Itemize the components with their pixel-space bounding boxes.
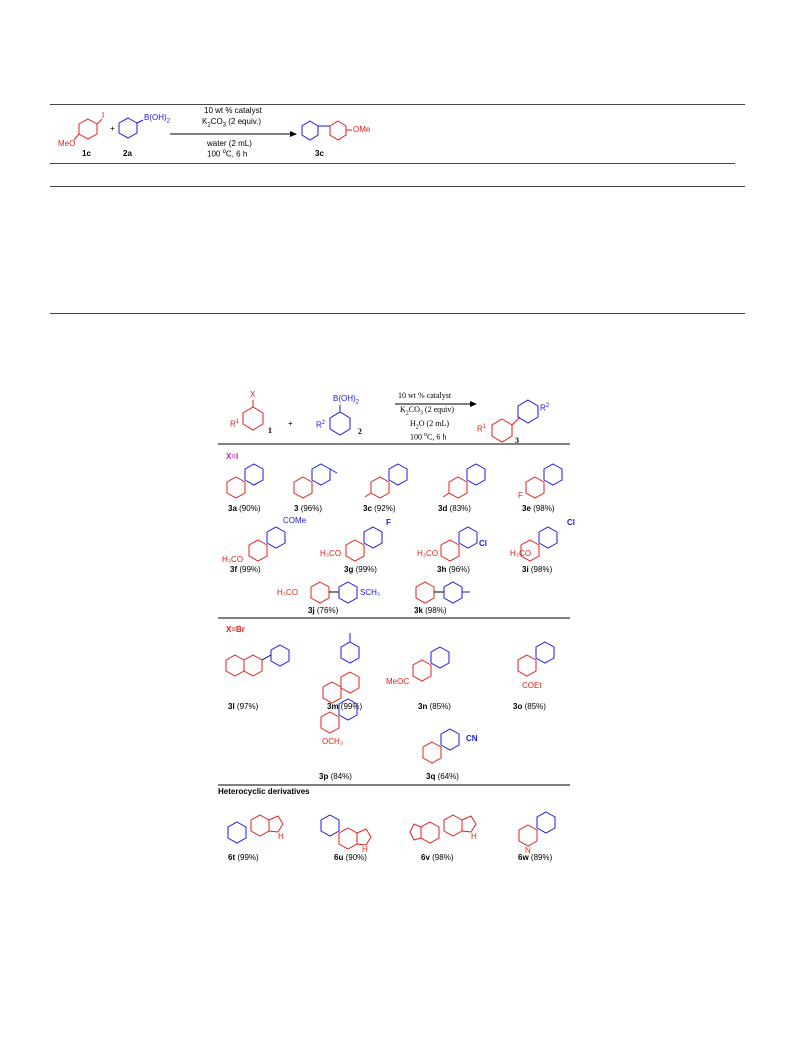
label-3j-h3co: H₃CO [277,588,299,597]
product-3o: 3o (85%) [513,702,546,711]
section-heterocyclic: Heterocyclic derivatives [218,787,310,796]
scheme2-sm2-group: $B(OH)_2$ [333,394,360,406]
product-3c: 3c (92%) [363,504,396,513]
scheme1-reagent2-group: $B(OH)_2$ [144,113,171,125]
scheme1-reagent1-halogen: I [102,111,105,120]
product-3m: 3m (99%) [327,702,363,711]
product-6w: 6w (89%) [518,853,553,862]
section-iodide: X=I [226,452,239,461]
scheme1-condition-1: 10 wt % catalyst [204,106,262,115]
scheme2-sm2-label: 2 [358,427,362,436]
product-3g: 3g (99%) [344,565,377,574]
scheme2-product-r2: $R^2$ [540,403,550,413]
scheme1-plus: + [110,124,115,133]
product-3j: 3j (76%) [308,606,339,615]
scheme2-sm1-label: 1 [268,426,272,435]
scheme1-product-group: OMe [353,125,371,134]
label-6u-nh: H [362,845,368,854]
label-6w-n: N [525,846,531,855]
scheme2-condition-2: $K_2CO_3$ (2 equiv) [400,405,455,417]
product-6t: 6t (99%) [228,853,259,862]
product-3l: 3l (97%) [228,702,259,711]
scheme1-reagent1-group: MeO [58,139,76,148]
product-3i: 3i (98%) [522,565,553,574]
section-bromide: X=Br [226,625,245,634]
product-3e: 3e (98%) [522,504,555,513]
label-3h-h3co: H₃CO [417,549,439,558]
scheme2-product-label: 3 [515,436,519,445]
product-3d: 3d (83%) [438,504,471,513]
label-3p-och3: OCH₃ [322,737,344,746]
scheme1-condition-4: 100 $^o$C, 6 h [207,149,248,159]
product-3a: 3a (90%) [228,504,261,513]
product-3n: 3n (85%) [418,702,451,711]
label-3i-h3co: H₃CO [510,549,532,558]
label-3o-coet: COEt [522,681,542,690]
label-3h-cl: Cl [479,539,487,548]
scheme2-condition-1: 10 wt % catalyst [398,391,452,400]
label-3e-f: F [518,491,523,500]
label-3f-come: COMe [283,516,307,525]
label-3g-f: F [386,518,391,527]
label-3q-cn: CN [466,734,478,743]
scheme1-reagent1-label: 1c [82,149,91,158]
label-3n-meoc: MeOC [386,677,410,686]
product-3h: 3h (96%) [437,565,470,574]
product-3k: 3k (98%) [414,606,447,615]
product-3p: 3p (84%) [319,772,352,781]
label-3f-h3co: H₃CO [222,555,244,564]
label-6t-nh: H [278,832,284,841]
product-3: 3 (96%) [294,504,323,513]
scheme1-reagent2-label: 2a [123,149,132,158]
product-6v: 6v (98%) [421,853,454,862]
scheme2-product-r1: $R^1$ [477,424,487,434]
scheme1-condition-3: water (2 mL) [207,139,252,148]
product-6u: 6u (90%) [334,853,367,862]
label-3j-sch3: SCH₃ [360,588,381,597]
scheme1-condition-2: $K_2CO_3$ (2 equiv.) [202,117,262,129]
product-3f: 3f (99%) [230,565,261,574]
label-3g-h3co: H₃CO [320,549,342,558]
scheme2-condition-3: $H_2O$ (2 mL) [410,419,449,431]
scheme2-plus: + [288,419,293,428]
label-3i-cl: Cl [567,518,575,527]
label-6v-nh: H [471,832,477,841]
product-3q: 3q (64%) [426,772,459,781]
scheme2-sm1-x: X [250,390,256,399]
scheme2-sm2-r: $R^2$ [316,420,326,430]
scheme1-product-label: 3c [315,149,324,158]
scheme2-condition-4: 100 $^o$C, 6 h [410,432,447,442]
scheme2-sm1-r: $R^1$ [230,419,240,429]
